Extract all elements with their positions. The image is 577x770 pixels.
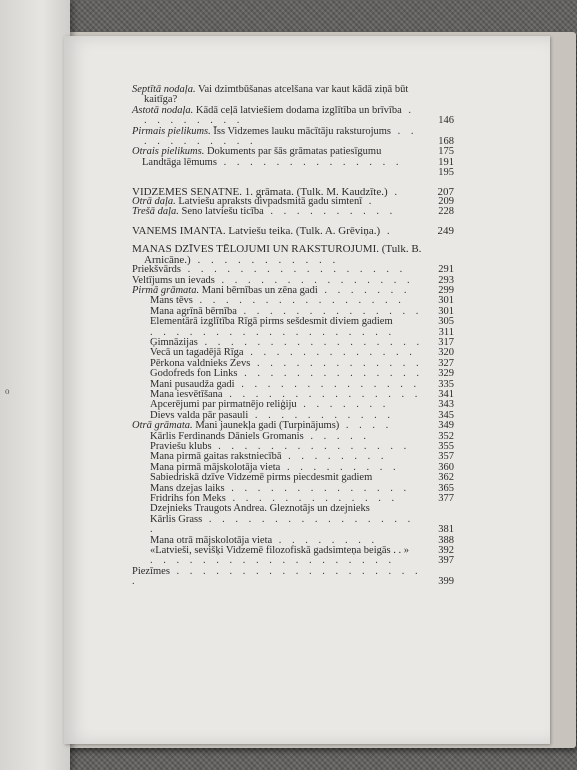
- toc-entry-text: Kārlis Ferdinands Dāniels Gromanis: [150, 430, 304, 442]
- toc-entry-text: 1. grāmata. (Tulk. M. Kaudzīte.): [242, 185, 388, 198]
- toc-entry: [132, 168, 454, 178]
- toc-entry: Kārlis Ferdinands Dāniels Gromanis . . . . . 352: [150, 430, 454, 442]
- toc-entry-text: Kādā ceļā latviešiem dodama izglītība un brīvība: [193, 104, 402, 116]
- toc-page-number: 320: [438, 347, 454, 359]
- table-of-contents: [132, 85, 454, 588]
- toc-entry: Pērkona valdnieks Zevs . . . . . . . . . . . . . 327: [150, 357, 454, 369]
- toc-entry-text: Mans dzejas laiks: [150, 482, 225, 494]
- toc-entry: Mans tēvs . . . . . . . . . . . . . . . . 301: [150, 295, 454, 307]
- toc-entry: Vecā un tagadējā Rīga . . . . . . . . . . . . . 320: [150, 347, 454, 359]
- toc-page-number: 299: [438, 284, 454, 296]
- toc-page-number: 191: [438, 156, 454, 168]
- toc-entry: [132, 85, 454, 106]
- toc-page-number: 360: [438, 461, 454, 473]
- toc-entry-text: Godofreds fon Links: [150, 368, 238, 380]
- toc-page-number: 341: [438, 388, 454, 400]
- toc-entry-text: Mani jaunekļa gadi (Turpinājums): [192, 420, 340, 432]
- toc-entry-text: Mana otrā mājskolotāja vieta: [150, 534, 273, 546]
- toc-page-number: 209: [438, 196, 454, 208]
- toc-page-number: 168: [438, 136, 454, 148]
- toc-entry-text: Dokuments par šās grāmatas patiesīgumu: [204, 146, 382, 158]
- toc-page-number: 305: [438, 316, 454, 328]
- toc-entry-text: Priekšvārds: [132, 264, 181, 276]
- toc-entry-text: Īss Vidzemes lauku mācītāju raksturojums: [210, 125, 392, 137]
- toc-entry: . . . . . . . . . . . . . . . . . . . 397: [150, 555, 454, 567]
- toc-entry: MANAS DZĪVES TĒLOJUMI UN RAKSTUROJUMI. (Tulk. B. Arnicāne.) . . . . . . . . . . .: [132, 243, 422, 266]
- toc-entry-text: Fridrihs fon Meks: [150, 493, 226, 505]
- toc-page-number: 343: [438, 399, 454, 411]
- toc-page-number: 301: [438, 295, 454, 307]
- toc-entry-text: «Latvieši, sevišķi Vidzemē filozofiskā gadsimteņa beigās . . »: [150, 545, 409, 557]
- toc-page-number: 381: [438, 524, 454, 536]
- toc-entry-text: Piezīmes: [132, 565, 170, 577]
- left-page: [0, 0, 70, 770]
- toc-page-number: 311: [438, 326, 454, 338]
- toc-page-number: 146: [438, 115, 454, 127]
- toc-entry: Dievs valda pār pasauli . . . . . . . . . . . 345: [150, 409, 454, 421]
- toc-page-number: 392: [438, 545, 454, 557]
- toc-entry-text: Vecā un tagadējā Rīga: [150, 347, 244, 359]
- toc-page-number: 349: [438, 420, 454, 432]
- toc-entry: Pirmā grāmata. Mani bērnības un zēna gadi . . . . . . . 299: [132, 284, 454, 296]
- toc-entry-text: Mana agrīnā bērnība: [150, 305, 237, 317]
- toc-page-number: 357: [438, 451, 454, 463]
- toc-entry: VANEMS IMANTA. Latviešu teika. (Tulk. A. Grēviņa.) . 249: [132, 224, 454, 237]
- toc-part-label: Astotā nodaļa.: [132, 104, 194, 116]
- toc-entry: Piezīmes . . . . . . . . . . . . . . . . . . . . 399: [132, 565, 454, 588]
- toc-part-label: Pirmā grāmata.: [132, 284, 200, 296]
- toc-section-title: MANAS DZĪVES TĒLOJUMI UN RAKSTUROJUMI.: [132, 243, 380, 256]
- toc-entry: Mana pirmā mājskolotāja vieta . . . . . . . . . 360: [150, 461, 454, 473]
- toc-entry-text: Mani pusaudža gadi: [150, 378, 235, 390]
- toc-entry: Fridrihs fon Meks . . . . . . . . . . . . . 377: [150, 493, 454, 505]
- toc-entry: Mana pirmā gaitas rakstniecībā . . . . . . . . 357: [150, 451, 454, 463]
- toc-entry-text: Latviešu apraksts divpadsmitā gadu simtenī: [175, 196, 363, 208]
- toc-page-number: 249: [437, 224, 454, 237]
- toc-entry-text: (Tulk. B. Arnicāne.): [144, 243, 422, 266]
- toc-part-label: Otrā grāmata.: [132, 420, 193, 432]
- toc-page-number: 352: [438, 430, 454, 442]
- toc-entry: Godofreds fon Links . . . . . . . . . . . . . . 329: [150, 368, 454, 380]
- toc-entry: Pirmais pielikums. Īss Vidzemes lauku mācītāju raksturojums . . . . . . . . . . . 168: [132, 125, 454, 148]
- toc-entry: Mana agrīnā bērnība . . . . . . . . . . . . . . 301: [150, 305, 454, 317]
- toc-page-number: 291: [438, 264, 454, 276]
- toc-part-label: Otrā daļa.: [132, 196, 176, 208]
- toc-entry-text: Vai dzimtbūšanas atcelšana var kaut kādā ziņā būt kaitīga?: [144, 84, 409, 106]
- toc-entry-text: Landtāga lēmums: [142, 156, 217, 168]
- toc-entry: Landtāga lēmums . . . . . . . . . . . . . . 191: [142, 156, 454, 168]
- toc-entry: Kārlis Grass . . . . . . . . . . . . . . . . . 381: [150, 513, 454, 536]
- toc-page-number: 293: [438, 274, 454, 286]
- toc-entry: Praviešu klubs . . . . . . . . . . . . . . . 355: [150, 441, 454, 452]
- toc-entry-text: Dievs valda pār pasauli: [150, 409, 249, 421]
- toc-entry-text: Mana pirmā mājskolotāja vieta: [150, 461, 281, 473]
- toc-entry: Otrā daļa. Latviešu apraksts divpadsmitā gadu simtenī . 209: [132, 196, 454, 208]
- toc-part-label: Septītā nodaļa.: [132, 84, 196, 95]
- toc-section-title: VIDZEMES SENATNE.: [132, 185, 242, 198]
- toc-entry: Apcerējumi par pirmatnējo reliģiju . . . . . . . 343: [150, 399, 454, 411]
- toc-page-number: 329: [438, 368, 454, 380]
- toc-page-number: 355: [438, 441, 454, 452]
- toc-page-number: 335: [438, 378, 454, 390]
- left-margin-mark: o: [5, 386, 10, 396]
- toc-entry: VIDZEMES SENATNE. 1. grāmata. (Tulk. M. Kaudzīte.) . 207: [132, 185, 454, 198]
- toc-entry: Trešā daļa. Seno latviešu ticība . . . . . . . . . . 228: [132, 206, 454, 218]
- toc-page-number: 317: [438, 336, 454, 348]
- toc-page-number: 377: [438, 493, 454, 505]
- toc-entry-text: Dzejnieks Traugots Andrea. Gleznotājs un dzejnieks: [150, 503, 370, 515]
- toc-part-label: Otrais pielikums.: [132, 146, 205, 158]
- toc-entry-text: Elementārā izglītība Rīgā pirms sešdesmit diviem gadiem: [150, 316, 393, 328]
- toc-page-number: 207: [437, 185, 454, 198]
- toc-page-number: 301: [438, 305, 454, 317]
- toc-entry-text: Mans tēvs: [150, 295, 193, 307]
- toc-entry-text: Apcerējumi par pirmatnējo reliģiju: [150, 399, 297, 411]
- toc-page-number: 195: [438, 167, 454, 179]
- toc-entry-text: Kārlis Grass: [150, 513, 203, 525]
- toc-page-number: 175: [438, 146, 454, 158]
- toc-part-label: Trešā daļa.: [132, 206, 179, 218]
- toc-page-number: 362: [438, 472, 454, 484]
- toc-entry-text: Veltījums un ievads: [132, 274, 215, 286]
- toc-section-title: VANEMS IMANTA.: [132, 224, 226, 237]
- toc-entry: Mana iesvētīšana . . . . . . . . . . . . . . . 341: [150, 388, 454, 400]
- toc-entry: Mans dzejas laiks . . . . . . . . . . . . . . 365: [150, 482, 454, 494]
- toc-page-number: 397: [438, 555, 454, 567]
- toc-entry: Mani pusaudža gadi . . . . . . . . . . . . . . 335: [150, 378, 454, 390]
- toc-entry: Ģimnāzijas . . . . . . . . . . . . . . . . . 317: [150, 336, 454, 348]
- toc-entry-text: Praviešu klubs: [150, 441, 212, 452]
- toc-page-number: 388: [438, 534, 454, 546]
- toc-entry: Veltījums un ievads . . . . . . . . . . . . . . . 293: [132, 274, 454, 286]
- toc-entry-text: Mana pirmā gaitas rakstniecībā: [150, 451, 282, 463]
- toc-page-number: 365: [438, 482, 454, 494]
- toc-entry: Priekšvārds . . . . . . . . . . . . . . . . . 291: [132, 264, 454, 276]
- toc-entry: . . . . . . . . . . . . . . . . . . . 311: [150, 326, 454, 338]
- toc-page-number: 399: [438, 576, 454, 588]
- toc-part-label: Pirmais pielikums.: [132, 125, 211, 137]
- toc-page-number: 327: [438, 357, 454, 369]
- toc-entry-text: Latviešu teika. (Tulk. A. Grēviņa.): [225, 224, 381, 237]
- toc-entry-text: Mana iesvētīšana: [150, 388, 223, 400]
- toc-entry: Otrā grāmata. Mani jaunekļa gadi (Turpinājums) . . . . 349: [132, 420, 454, 432]
- toc-entry: Astotā nodaļa. Kādā ceļā latviešiem dodama izglītība un brīvība . . . . . . . . . 146: [132, 104, 454, 127]
- toc-page-number: 345: [438, 409, 454, 421]
- toc-entry-text: Mani bērnības un zēna gadi: [199, 284, 318, 296]
- toc-entry-text: Sabiedriskā dzīve Vidzemē pirms piecdesmit gadiem: [150, 472, 373, 484]
- toc-entry-text: Ģimnāzijas: [150, 336, 198, 348]
- toc-entry-text: Seno latviešu ticība: [178, 206, 264, 218]
- toc-entry: Mana otrā mājskolotāja vieta . . . . . . . . 388: [150, 534, 454, 546]
- toc-page-number: 228: [438, 206, 454, 218]
- toc-entry-text: Pērkona valdnieks Zevs: [150, 357, 251, 369]
